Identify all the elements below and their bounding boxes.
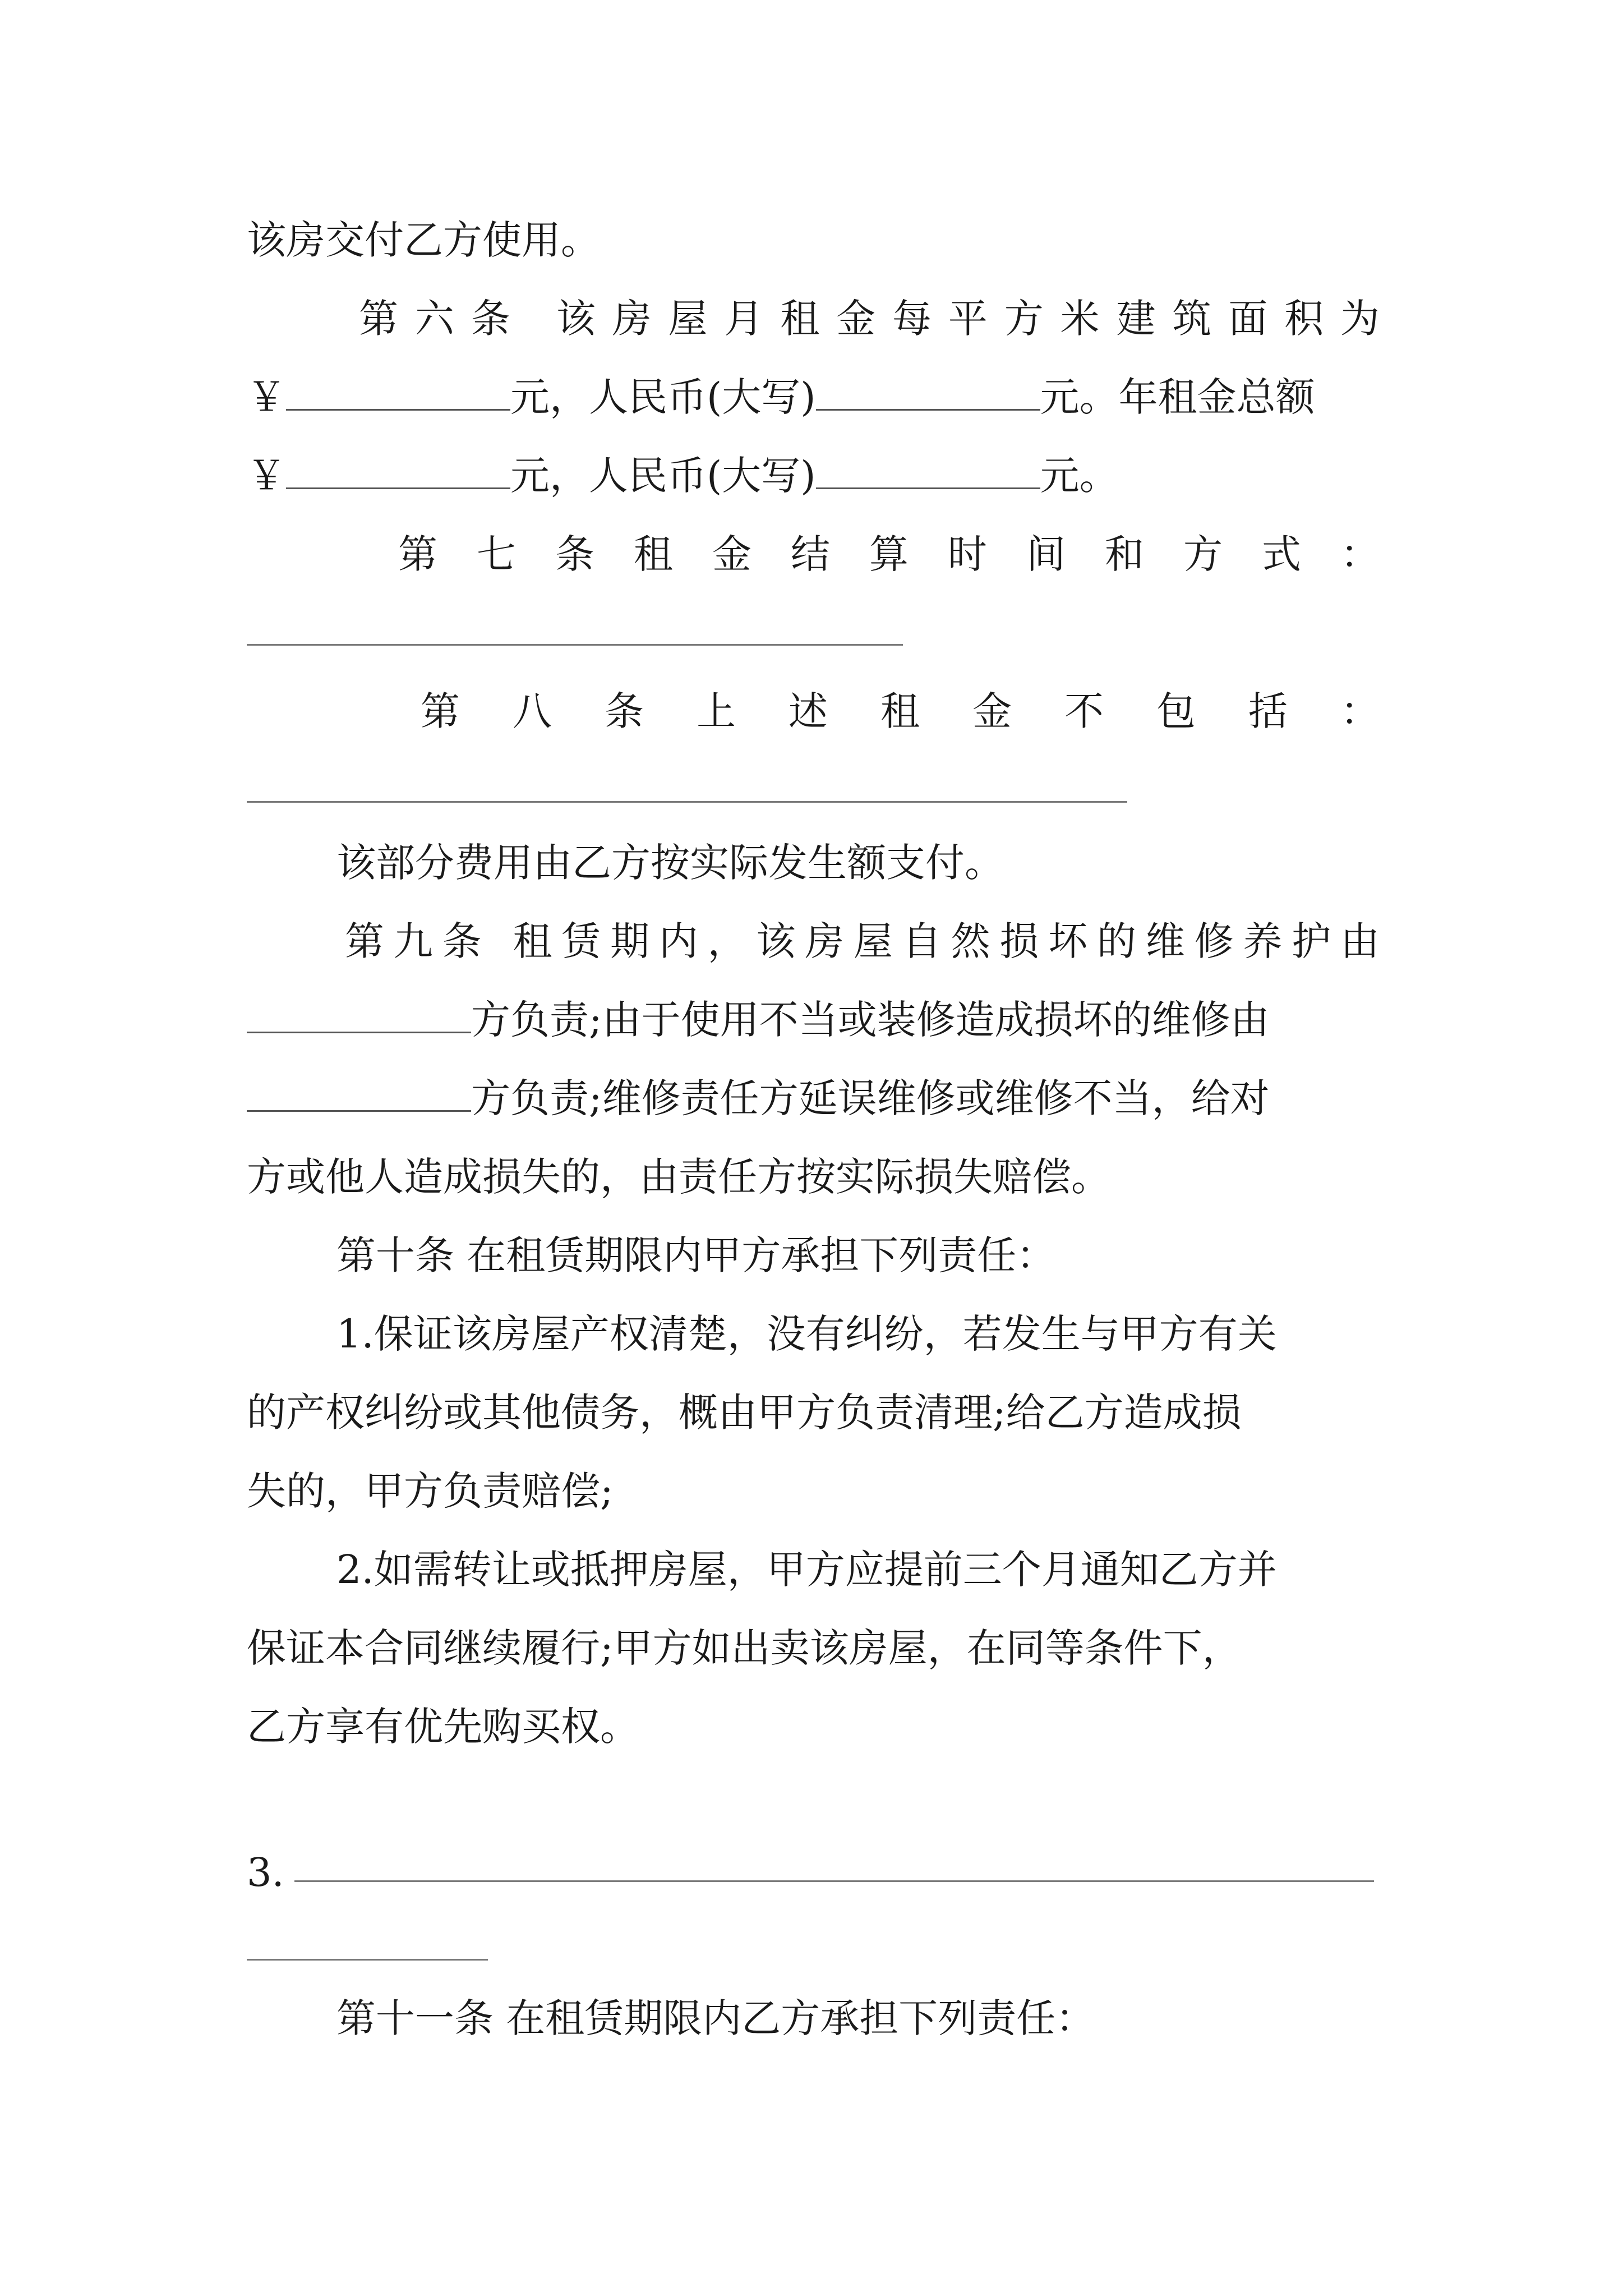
article-8-note: 该部分费用由乙方按实际发生额支付。: [336, 840, 1004, 886]
annual-rent-blank[interactable]: [286, 450, 510, 489]
item-3-fill-line-continued[interactable]: [247, 1959, 488, 1961]
article-6-line-2: [247, 369, 1315, 425]
article-10-item-1-line-3: 失的，甲方负责赔偿;: [247, 1468, 614, 1514]
currency-symbol: ￥: [247, 374, 286, 420]
label-yuan-end: 元。: [1040, 453, 1119, 499]
article-10-item-3: [247, 1844, 284, 1901]
article-9-line-2: [247, 992, 1270, 1048]
article-9-text-2: 方负责;由于使用不当或装修造成损坏的维修由: [471, 997, 1270, 1043]
article-9-heading: 第九条 租赁期内，该房屋自然损坏的维修养护由: [345, 918, 1380, 964]
article-8-fill-line[interactable]: [247, 801, 1127, 803]
currency-symbol: ￥: [247, 453, 286, 499]
article-10-item-1-line-1: 1.保证该房屋产权清楚，没有纠纷，若发生与甲方有关: [336, 1311, 1277, 1357]
article-10-item-2-line-2: 保证本合同继续履行;甲方如出卖该房屋，在同等条件下，: [247, 1625, 1242, 1671]
label-yuan-rmb: 元，人民币(大写): [510, 374, 816, 420]
maintenance-party-blank[interactable]: [247, 995, 471, 1033]
item-3-number: 3.: [247, 1849, 284, 1895]
article-9-line-3: [247, 1070, 1270, 1126]
repair-party-blank[interactable]: [247, 1073, 471, 1112]
article-6-heading: 第六条 该房屋月租金每平方米建筑面积为: [359, 296, 1380, 342]
article-10-item-2-line-3: 乙方享有优先购买权。: [247, 1704, 639, 1750]
label-annual-total: 元。年租金总额: [1040, 374, 1315, 420]
label-yuan-rmb: 元，人民币(大写): [510, 453, 816, 499]
article-7-heading: 第 七 条 租 金 结 算 时 间 和 方 式 ：: [398, 531, 1380, 577]
article-9-text-3: 方负责;维修责任方延误维修或维修不当，给对: [471, 1075, 1270, 1121]
annual-rent-uppercase-blank[interactable]: [816, 450, 1040, 489]
article-10-item-2-line-1: 2.如需转让或抵押房屋，甲方应提前三个月通知乙方并: [336, 1547, 1277, 1593]
article-6-line-3: [247, 448, 1119, 504]
article-11-heading: 第十一条 在租赁期限内乙方承担下列责任：: [336, 1995, 1095, 2041]
article-7-fill-line[interactable]: [247, 644, 903, 646]
unit-rent-blank[interactable]: [286, 372, 510, 411]
article-8-heading: 第 八 条 上 述 租 金 不 包 括 ：: [421, 688, 1380, 734]
article-10-heading: 第十条 在租赁期限内甲方承担下列责任：: [336, 1232, 1056, 1278]
unit-rent-uppercase-blank[interactable]: [816, 372, 1040, 411]
article-9-line-4: 方或他人造成损失的，由责任方按实际损失赔偿。: [247, 1154, 1110, 1200]
item-3-fill-line[interactable]: [294, 1880, 1374, 1882]
paragraph-line: 该房交付乙方使用。: [247, 217, 600, 263]
article-10-item-1-line-2: 的产权纠纷或其他债务，概由甲方负责清理;给乙方造成损: [247, 1389, 1242, 1435]
